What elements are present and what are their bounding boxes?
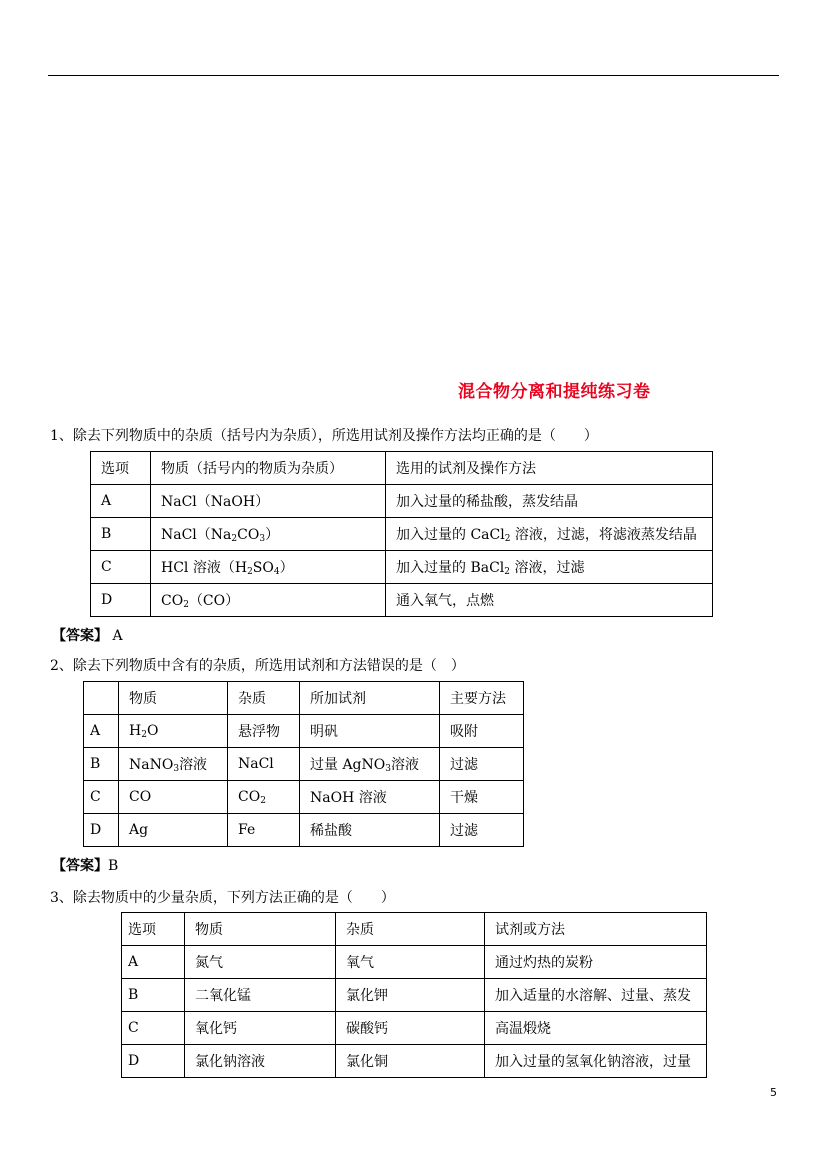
substance-cell: 氯化钠溶液 [185, 1045, 336, 1078]
page-number: 5 [770, 1086, 777, 1099]
impurity-cell: $CO_2$ [228, 781, 300, 814]
header-cell: 物质（括号内的物质为杂质） [151, 452, 386, 485]
table-row [84, 715, 524, 748]
substance-cell: HCl 溶液$(H_2SO_4)$ [151, 551, 386, 584]
impurity-cell: 氯化铜 [336, 1045, 485, 1078]
method-cell: 通入氧气，点燃 [386, 584, 713, 617]
option-cell: A [84, 715, 119, 748]
answer-label: 【答案】 [52, 858, 108, 874]
impurity-cell: Fe [228, 814, 300, 847]
table-header-row [84, 682, 524, 715]
question-3-table [121, 912, 707, 1078]
table-row [84, 781, 524, 814]
substance-cell: $H_2O$ [119, 715, 228, 748]
method-cell: 过滤 [440, 748, 524, 781]
question-3: 3、除去物质中的少量杂质，下列方法正确的是（ ） [50, 890, 395, 906]
header-cell: 所加试剂 [300, 682, 440, 715]
impurity-cell: NaCl [228, 748, 300, 781]
substance-cell: NaNO$_3$溶液 [119, 748, 228, 781]
option-cell: B [91, 518, 151, 551]
answer-value: A [108, 628, 123, 644]
table-row [91, 584, 713, 617]
table-row [122, 946, 707, 979]
option-cell: D [122, 1045, 185, 1078]
header-rule [48, 75, 779, 76]
substance-cell: CO [119, 781, 228, 814]
method-cell: 吸附 [440, 715, 524, 748]
question-2: 2、除去下列物质中含有的杂质，所选用试剂和方法错误的是（ ） [50, 658, 465, 674]
table-row [84, 814, 524, 847]
header-cell: 选用的试剂及操作方法 [386, 452, 713, 485]
substance-cell: NaCl（NaOH） [151, 485, 386, 518]
header-cell [84, 682, 119, 715]
option-cell: B [122, 979, 185, 1012]
header-cell: 试剂或方法 [485, 913, 707, 946]
method-cell: 通过灼热的炭粉 [485, 946, 707, 979]
impurity-cell: 氯化钾 [336, 979, 485, 1012]
header-cell: 选项 [91, 452, 151, 485]
method-cell: 加入适量的水溶解、过量、蒸发 [485, 979, 707, 1012]
option-cell: D [91, 584, 151, 617]
method-cell: 高温煅烧 [485, 1012, 707, 1045]
option-cell: D [84, 814, 119, 847]
table-row [122, 979, 707, 1012]
question-1-table [90, 451, 713, 617]
reagent-cell: NaOH 溶液 [300, 781, 440, 814]
substance-cell: 氮气 [185, 946, 336, 979]
substance-cell: 二氧化锰 [185, 979, 336, 1012]
answer-label: 【答案】 [52, 628, 108, 644]
page-title: 混合物分离和提纯练习卷 [458, 382, 651, 402]
answer-2 [52, 855, 118, 875]
impurity-cell: 悬浮物 [228, 715, 300, 748]
substance-cell: $NaCl(Na_2CO_3)$ [151, 518, 386, 551]
option-cell: A [122, 946, 185, 979]
header-cell: 杂质 [336, 913, 485, 946]
option-cell: B [84, 748, 119, 781]
method-cell: 加入过量的 BaCl$_2$ 溶液，过滤 [386, 551, 713, 584]
reagent-cell: 过量 AgNO$_3$溶液 [300, 748, 440, 781]
answer-value: B [108, 858, 119, 874]
method-cell: 干燥 [440, 781, 524, 814]
table-header-row [122, 913, 707, 946]
header-cell: 物质 [185, 913, 336, 946]
header-cell: 物质 [119, 682, 228, 715]
method-cell: 加入过量的稀盐酸，蒸发结晶 [386, 485, 713, 518]
table-row [122, 1012, 707, 1045]
impurity-cell: 碳酸钙 [336, 1012, 485, 1045]
table-row [122, 1045, 707, 1078]
option-cell: C [84, 781, 119, 814]
option-cell: A [91, 485, 151, 518]
option-cell: C [122, 1012, 185, 1045]
header-cell: 主要方法 [440, 682, 524, 715]
table-row [84, 748, 524, 781]
reagent-cell: 稀盐酸 [300, 814, 440, 847]
impurity-cell: 氧气 [336, 946, 485, 979]
answer-1 [52, 625, 123, 645]
header-cell: 杂质 [228, 682, 300, 715]
reagent-cell: 明矾 [300, 715, 440, 748]
option-cell: C [91, 551, 151, 584]
table-row [91, 485, 713, 518]
table-header-row [91, 452, 713, 485]
substance-cell: 氧化钙 [185, 1012, 336, 1045]
question-2-table [83, 681, 524, 847]
question-1: 1、除去下列物质中的杂质（括号内为杂质），所选用试剂及操作方法均正确的是（ ） [50, 428, 598, 444]
header-cell: 选项 [122, 913, 185, 946]
substance-cell: Ag [119, 814, 228, 847]
table-row [91, 551, 713, 584]
method-cell: 加入过量的氢氧化钠溶液，过量 [485, 1045, 707, 1078]
table-row [91, 518, 713, 551]
substance-cell: $CO_2(CO)$ [151, 584, 386, 617]
method-cell: 过滤 [440, 814, 524, 847]
method-cell: 加入过量的 CaCl$_2$ 溶液，过滤，将滤液蒸发结晶 [386, 518, 713, 551]
